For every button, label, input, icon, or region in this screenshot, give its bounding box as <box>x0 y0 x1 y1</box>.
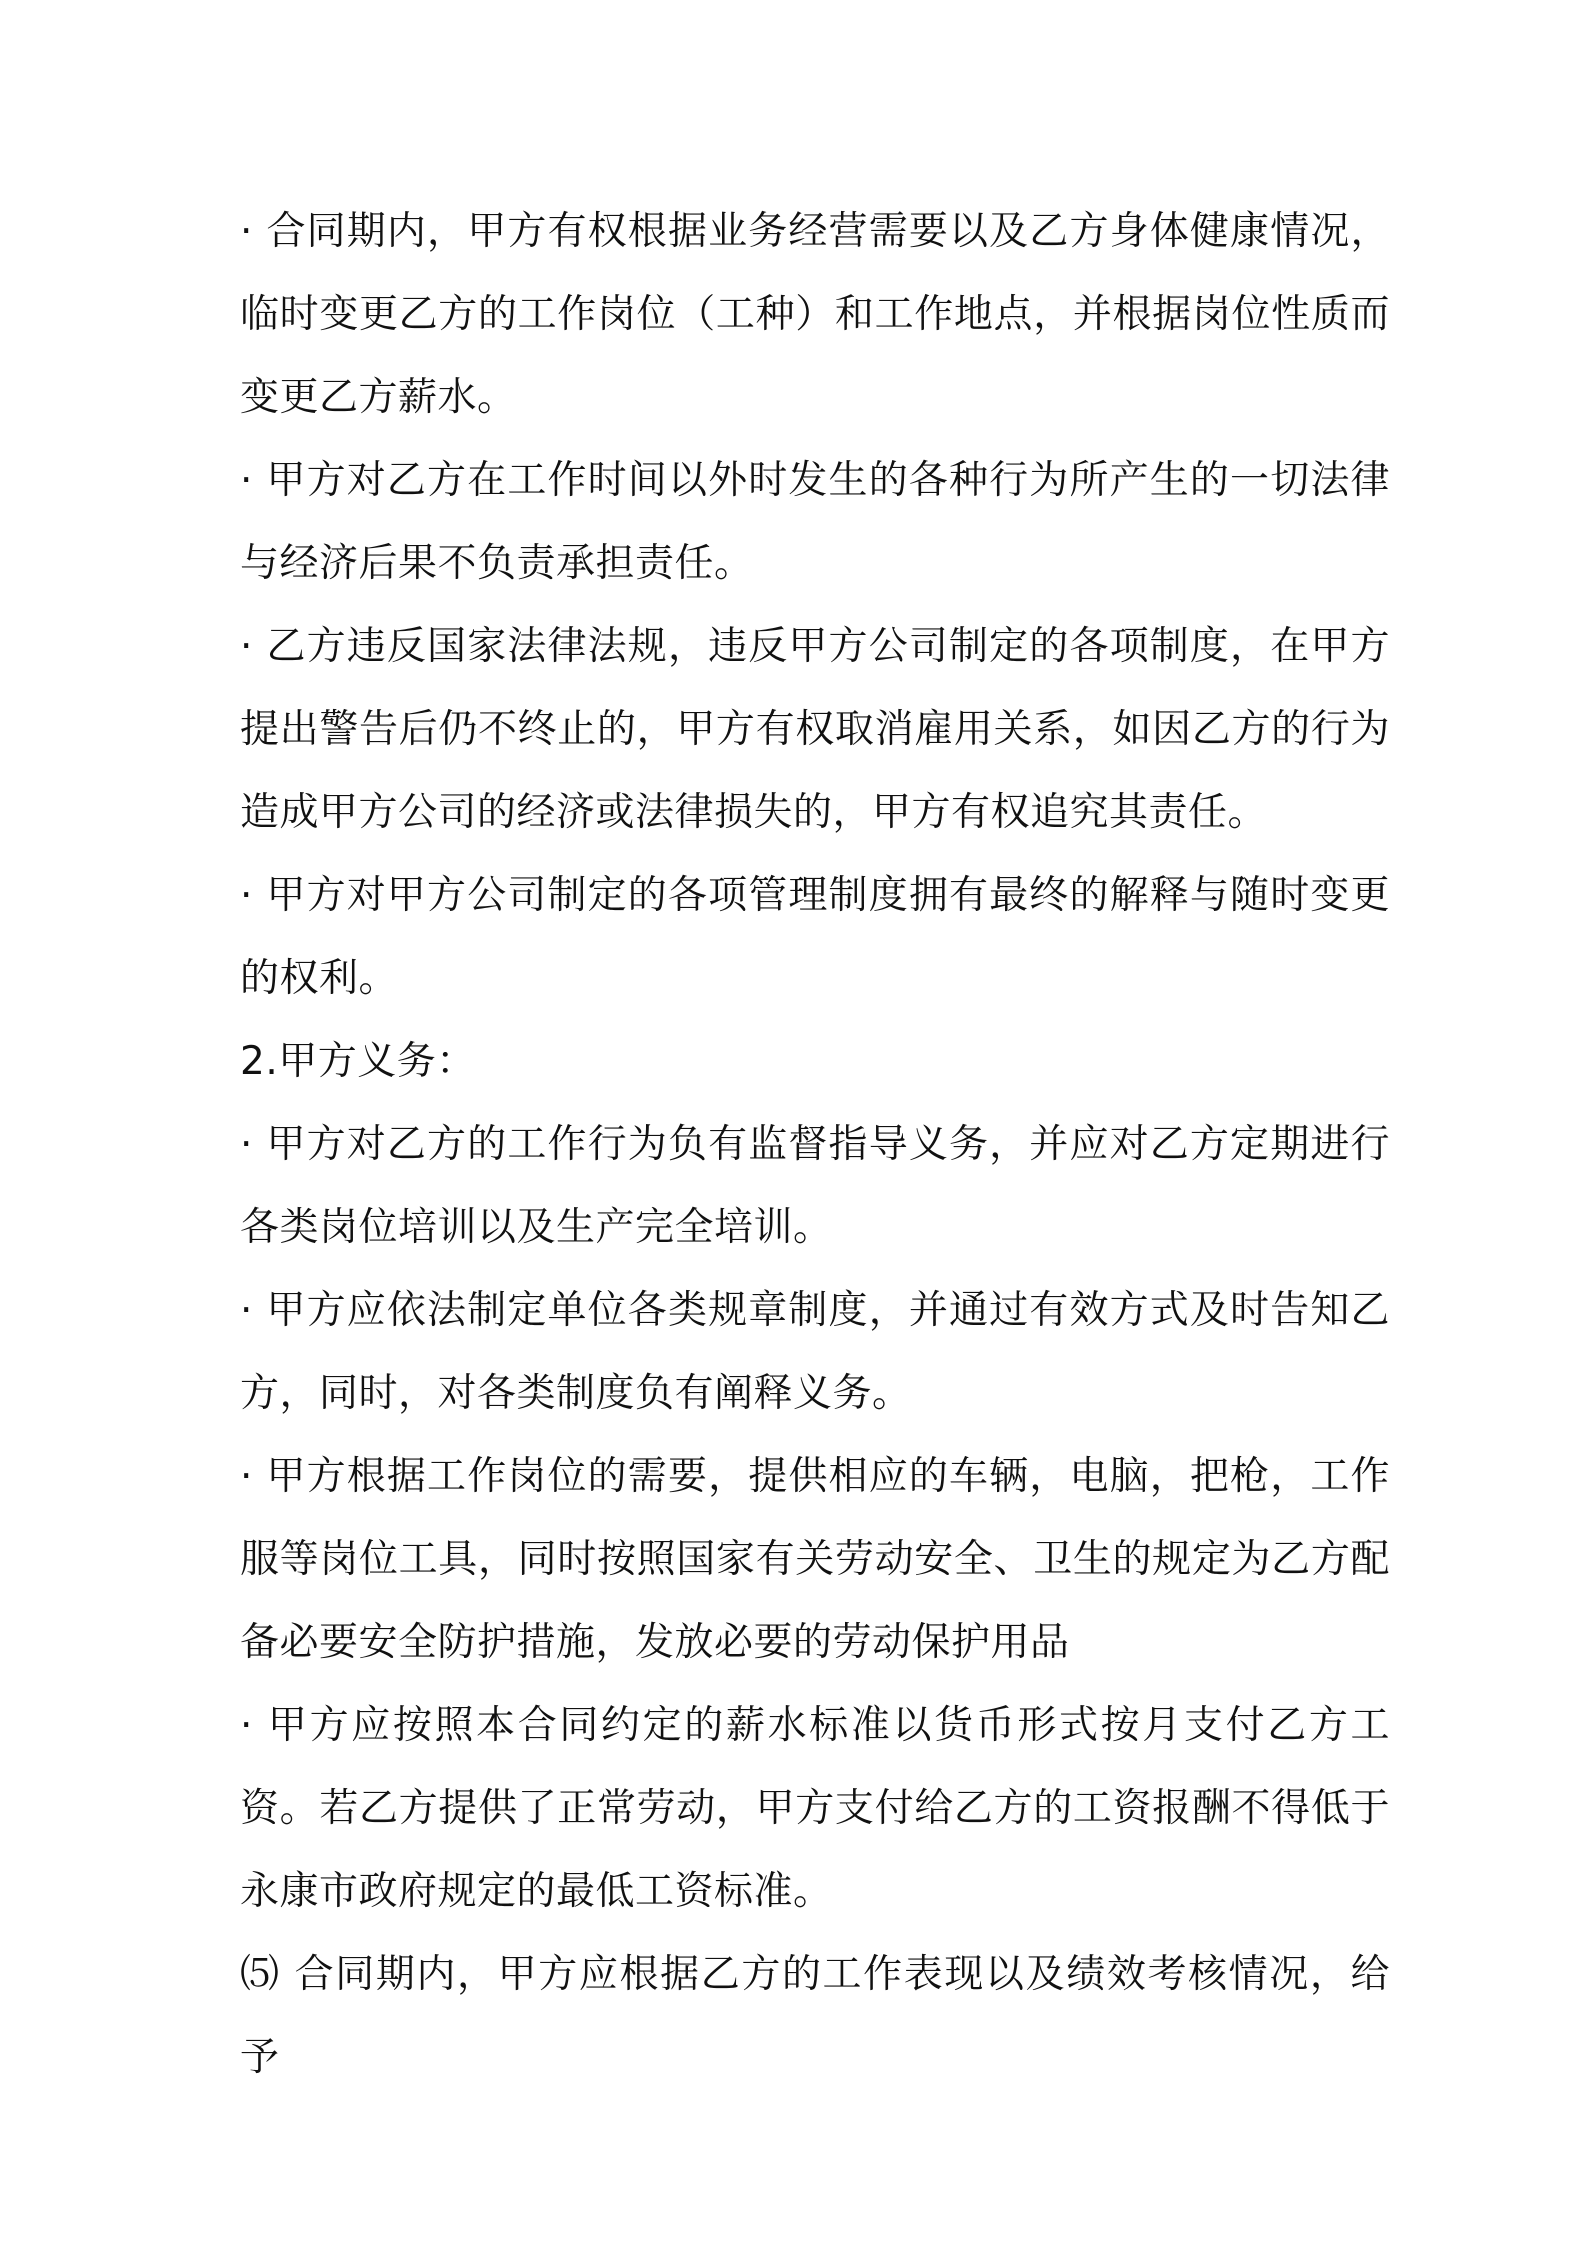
clause-tools-protection: · 甲方根据工作岗位的需要，提供相应的车辆，电脑，把枪，工作服等岗位工具，同时按照国家有关劳动安全、卫生的规定为乙方配备必要安全防护措施，发放必要的劳动保护用品 <box>240 1454 1390 1665</box>
document-body <box>240 190 1390 2099</box>
clause-salary-payment: · 甲方应按照本合同约定的薪水标准以货币形式按月支付乙方工资。若乙方提供了正常劳动，甲方支付给乙方的工资报酬不得低于永康市政府规定的最低工资标准。 <box>240 1703 1390 1914</box>
clause-rules-notification: · 甲方应依法制定单位各类规章制度，并通过有效方式及时告知乙方，同时，对各类制度负有阐释义务。 <box>240 1288 1390 1416</box>
clause-interpretation-rights: · 甲方对甲方公司制定的各项管理制度拥有最终的解释与随时变更的权利。 <box>240 873 1390 1001</box>
section-heading-party-a-obligations: 2.甲方义务： <box>240 1039 476 1084</box>
clause-temporary-reassignment: · 合同期内，甲方有权根据业务经营需要以及乙方身体健康情况，临时变更乙方的工作岗位（工种）和工作地点，并根据岗位性质而变更乙方薪水。 <box>240 209 1390 420</box>
clause-off-hours-liability: · 甲方对乙方在工作时间以外时发生的各种行为所产生的一切法律与经济后果不负责承担责任。 <box>240 458 1390 586</box>
clause-supervision-training: · 甲方对乙方的工作行为负有监督指导义务，并应对乙方定期进行各类岗位培训以及生产完全培训。 <box>240 1122 1390 1250</box>
clause-violation-termination: · 乙方违反国家法律法规，违反甲方公司制定的各项制度，在甲方提出警告后仍不终止的，甲方有权取消雇用关系，如因乙方的行为造成甲方公司的经济或法律损失的，甲方有权追究其责任。 <box>240 624 1390 835</box>
clause-performance-review: ⑸ 合同期内，甲方应根据乙方的工作表现以及绩效考核情况，给予 <box>240 1952 1390 2080</box>
